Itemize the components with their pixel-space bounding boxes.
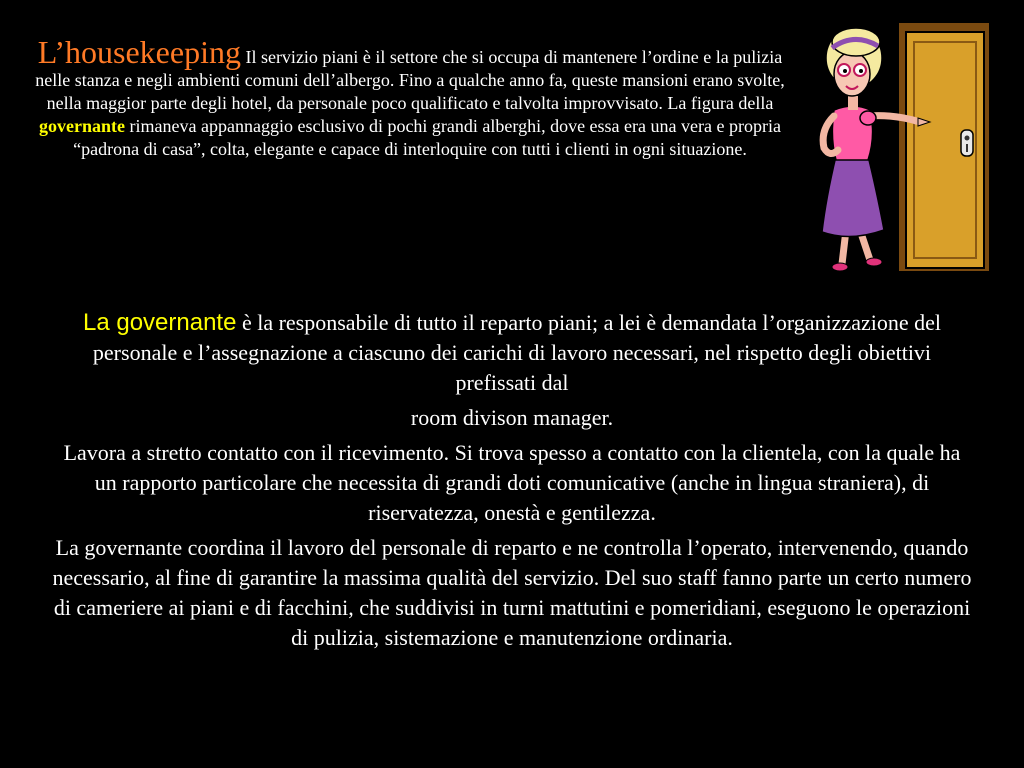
intro-text-before: Il servizio piani è il settore che si occupa di mantenere l’ordine e la pulizia nelle stanza e negli ambienti comuni dell’albergo. Fino a qualche anno fa, queste mansioni erano svolte, nella maggior parte degli hotel, da personale poco qualificato e talvolta improvvisato. La figura della xyxy=(35,47,785,113)
intro-text-after: rimaneva appannaggio esclusivo di pochi grandi alberghi, dove essa era una vera e propria “padrona di casa”, colta, elegante e capace di interloquire con tutti i clienti in ogni situazione. xyxy=(73,116,781,159)
main-body xyxy=(50,308,974,658)
slide-title: L’housekeeping xyxy=(37,34,241,70)
right-shoe xyxy=(866,258,882,266)
paragraph-4: La governante coordina il lavoro del personale di reparto e ne controlla l’operato, intervenendo, quando necessario, al fine di garantire la massima qualità del servizio. Del suo staff fanno parte un certo numero di cameriere ai piani e di facchini, che suddivisi in turni mattutini e pomeridiani, eseguono le operazioni di pulizia, sistemazione e manutenzione ordinaria. xyxy=(52,535,972,650)
paragraph-2: room divison manager. xyxy=(410,405,614,430)
paragraph-1-lead: La governante xyxy=(82,309,237,336)
paragraph-1-text: è la responsabile di tutto il reparto piani; a lei è demandata l’organizzazione del personale e l’assegnazione a ciascuno dei carichi di lavoro necessari, nel rispetto degli obiettivi prefissati dal xyxy=(92,310,941,395)
door-lock-icon xyxy=(961,130,973,156)
paragraph-3: Lavora a stretto contatto con il ricevimento. Si trova spesso a contatto con la clientela, con la quale ha un rapporto particolare che necessita di grandi doti comunicative (anche in lingua straniera), di riservatezza, onestà e gentilezza. xyxy=(63,440,961,525)
intro-highlight: governante xyxy=(39,116,126,136)
housekeeper-at-door-illustration xyxy=(810,18,1000,280)
paragraph-1 xyxy=(50,308,974,398)
left-shoe xyxy=(832,263,848,271)
keyhole-icon xyxy=(965,136,970,141)
intro-paragraph xyxy=(20,36,800,161)
purple-skirt xyxy=(822,156,884,237)
